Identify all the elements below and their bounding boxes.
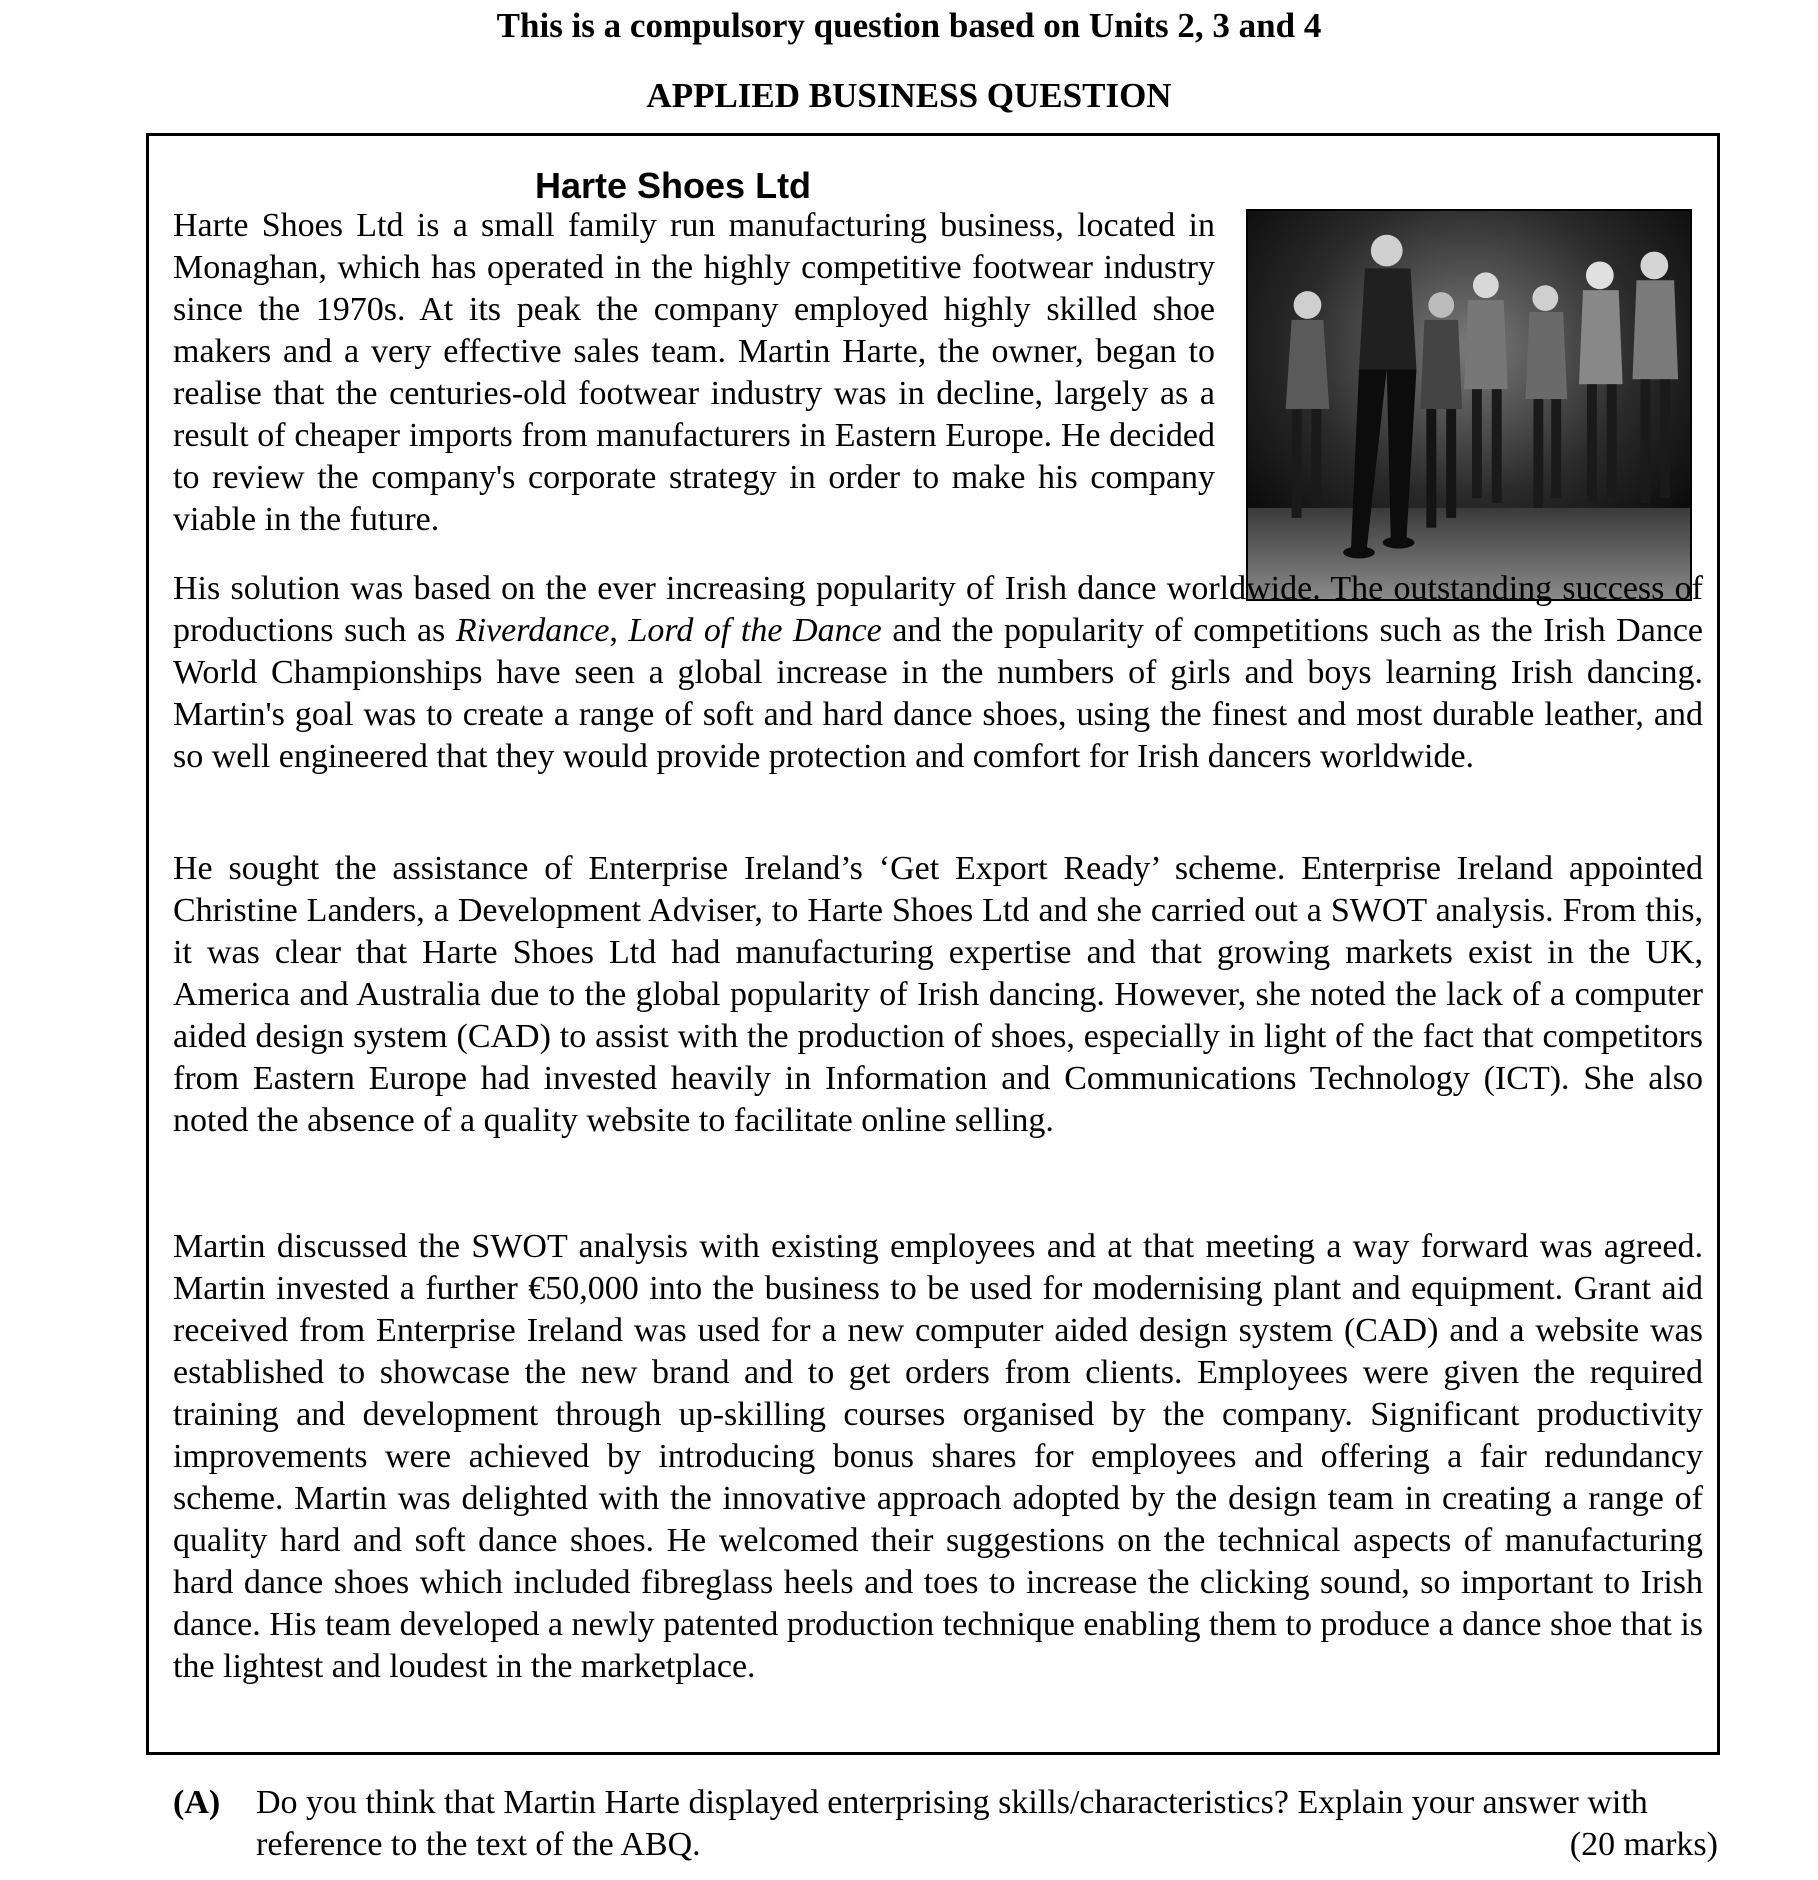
irish-dancers-photo <box>1246 209 1692 601</box>
question-body: Do you think that Martin Harte displayed enterprising skills/characteristics? Explain your answer with reference to the text of the ABQ. <box>256 1784 1648 1863</box>
dancers-illustration <box>1248 211 1690 599</box>
section-subheading: This is a compulsory question based on Units 2, 3 and 4 <box>496 6 1322 45</box>
title-lord-of-the-dance: Lord of the Dance <box>628 612 882 649</box>
paragraph-4: Martin discussed the SWOT analysis with existing employees and at that meeting a way forward was agreed. Martin invested a further €50,000 into the business to be used for modernising plant and equipment. Grant aid received from Enterprise Ireland was used for a new computer aided design system (CAD) and a website was established to showcase the new brand and to get orders from clients. Employees were given the required training and development through up-skilling courses organised by the company. Significant productivity improvements were achieved by introducing bonus shares for employees and offering a fair redundancy scheme. Martin was delighted with the innovative approach adopted by the design team in creating a range of quality hard and soft dance shoes. He welcomed their suggestions on the technical aspects of manufacturing hard dance shoes which included fibreglass heels and toes to increase the clicking sound, so important to Irish dance. His team developed a newly patented production technique enabling them to produce a dance shoe that is the lightest and loudest in the marketplace. <box>173 1228 1703 1685</box>
paragraph-3: He sought the assistance of Enterprise Ireland’s ‘Get Export Ready’ scheme. Enterprise Ireland appointed Christine Landers, a Development Adviser, to Harte Shoes Ltd and she carried out a SWOT analysis. From this, it was clear that Harte Shoes Ltd had manufacturing expertise and that growing markets exist in the UK, America and Australia due to the global popularity of Irish dancing. However, she noted the lack of a computer aided design system (CAD) to assist with the production of shoes, especially in light of the fact that competitors from Eastern Europe had invested heavily in Information and Communications Technology (ICT). She also noted the absence of a quality website to facilitate online selling. <box>173 850 1703 1139</box>
title-riverdance: Riverdance <box>455 612 610 649</box>
question-label: (A) <box>173 1784 221 1821</box>
paragraph-2-text-c: , <box>609 612 629 649</box>
section-heading: APPLIED BUSINESS QUESTION <box>646 76 1172 115</box>
question-marks: (20 marks) <box>1569 1826 1718 1863</box>
paragraph-1: Harte Shoes Ltd is a small family run manufacturing business, located in Monaghan, which has operated in the highly competitive footwear industry since the 1970s. At its peak the company employed highly skilled shoe makers and a very effective sales team. Martin Harte, the owner, began to realise that the centuries-old footwear industry was in decline, largely as a result of cheaper imports from manufacturers in Eastern Europe. He decided to review the company's corporate strategy in order to make his company viable in the future. <box>173 207 1215 538</box>
paragraph-2-text-e: and the popularity of competitions such as the Irish Dance World Championships have seen a global increase in the numbers of girls and boys learning Irish dancing. Martin's goal was to create a range of soft and hard dance shoes, using the finest and most durable leather, and so well engineered that they would provide protection and comfort for Irish dancers worldwide. <box>173 612 1704 775</box>
paragraph-2 <box>173 568 1703 778</box>
paragraph-2-text-a: His solution was based on the ever increasing popularity of Irish dance worldwide. The outstanding success of productions such as <box>173 570 1703 649</box>
question-text <box>256 1782 1718 1866</box>
case-study-title: Harte Shoes Ltd <box>535 165 812 206</box>
